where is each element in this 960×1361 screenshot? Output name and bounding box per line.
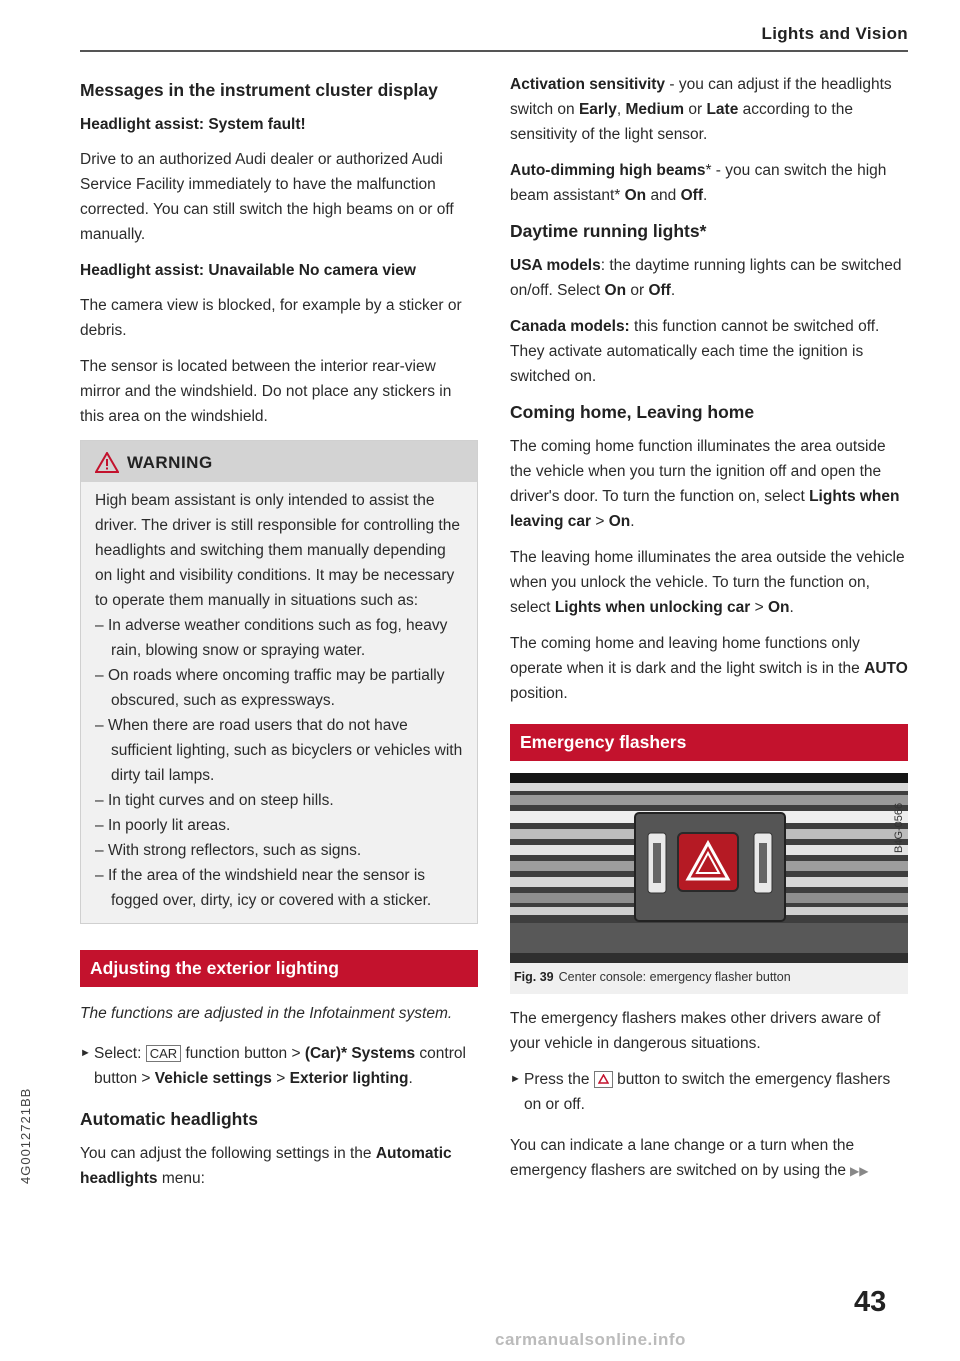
- paragraph-auto-position: The coming home and leaving home functions only operate when it is dark and the light switch is in the AUTO position.: [510, 635, 908, 702]
- warning-intro: High beam assistant is only intended to assist the driver. The driver is still responsible for controlling the headlights and switching them manually depending on light and visibility conditions. It may be necessary to operate them manually in situations such as:: [95, 492, 460, 609]
- warning-list-item: – In tight curves and on steep hills.: [95, 788, 463, 813]
- step-arrow-icon: ►: [510, 1073, 521, 1085]
- heading-daytime-running-lights: Daytime running lights*: [510, 221, 707, 241]
- paragraph-sensor-location: The sensor is located between the interior rear-view mirror and the windshield. Do not place any stickers in this area on the windshield.: [80, 358, 452, 425]
- paragraph-system-fault: Drive to an authorized Audi dealer or authorized Audi Service Facility immediately to have the malfunction corrected. You can still switch the high beams on or off manually.: [80, 151, 454, 243]
- warning-body: [81, 482, 477, 923]
- section-header-title: Lights and Vision: [761, 24, 908, 43]
- step-select-exterior-lighting: [80, 1041, 478, 1091]
- warning-list-item: – On roads where oncoming traffic may be partially obscured, such as expressways.: [95, 663, 463, 713]
- step-text: Select:: [94, 1045, 142, 1062]
- step-text: control button >: [94, 1045, 466, 1087]
- warning-title: WARNING: [127, 453, 213, 472]
- warning-box: [80, 440, 478, 924]
- paragraph-auto-dimming: Auto-dimming high beams* - you can switch the high beam assistant* On and Off.: [510, 162, 887, 204]
- paragraph-activation-sensitivity: Activation sensitivity - you can adjust if the headlights switch on Early, Medium or Late according to the sensitivity of the light sensor.: [510, 76, 892, 143]
- side-document-code: 4G0012721BB: [18, 1087, 33, 1184]
- paragraph-camera-blocked: The camera view is blocked, for example by a sticker or debris.: [80, 297, 462, 339]
- step-arrow-icon: ►: [80, 1047, 91, 1059]
- warning-list: [95, 613, 463, 913]
- menu-vehicle-settings: Vehicle settings: [154, 1070, 272, 1087]
- paragraph-leaving-home: The leaving home illuminates the area outside the vehicle when you unlock the vehicle. To turn the function on, select Lights when unlocking car > On.: [510, 549, 905, 616]
- car-key-label: CAR: [146, 1045, 181, 1062]
- hazard-button-icon: [594, 1071, 613, 1088]
- step-separator: >: [276, 1070, 286, 1087]
- section-bar-emergency-flashers: Emergency flashers: [510, 724, 908, 761]
- center-console-illustration: [510, 773, 908, 963]
- menu-car-systems: (Car)* Systems: [304, 1045, 416, 1062]
- subheading-system-fault: Headlight assist: System fault!: [80, 116, 306, 133]
- step-press-emergency-button: [510, 1067, 908, 1117]
- menu-exterior-lighting: Exterior lighting: [289, 1070, 409, 1087]
- section-bar-adjusting-lighting: Adjusting the exterior lighting: [80, 950, 478, 987]
- warning-triangle-icon: [95, 452, 119, 473]
- heading-messages: Messages in the instrument cluster display: [80, 80, 438, 100]
- warning-list-item: – In poorly lit areas.: [95, 813, 463, 838]
- paragraph-usa-models: USA models: the daytime running lights can be switched on/off. Select On or Off.: [510, 257, 902, 299]
- heading-coming-leaving-home: Coming home, Leaving home: [510, 402, 755, 422]
- warning-list-item: – If the area of the windshield near the sensor is fogged over, dirty, icy or covered with a sticker.: [95, 863, 463, 913]
- right-column: [510, 72, 908, 1195]
- continue-arrow-icon: ▶▶: [850, 1164, 869, 1178]
- warning-list-item: – In adverse weather conditions such as fog, heavy rain, blowing snow or spraying water.: [95, 613, 463, 663]
- step-text: function button >: [185, 1045, 301, 1062]
- warning-list-item: – When there are road users that do not have sufficient lighting, such as bicyclers or vehicles with dirty tail lamps.: [95, 713, 463, 788]
- paragraph-coming-home: The coming home function illuminates the area outside the vehicle when you turn the ignition off and open the driver's door. To turn the function on, select Lights when leaving car > On.: [510, 438, 900, 530]
- left-column: [80, 72, 478, 1202]
- adjust-subtitle: The functions are adjusted in the Infotainment system.: [80, 1005, 453, 1022]
- step-text: button to switch the emergency flashers on or off.: [524, 1071, 891, 1113]
- paragraph-lane-change: You can indicate a lane change or a turn when the emergency flashers are switched on by using the ▶▶: [510, 1137, 869, 1179]
- paragraph-auto-settings: You can adjust the following settings in the Automatic headlights menu:: [80, 1145, 452, 1187]
- step-text: Press the: [524, 1071, 590, 1088]
- warning-list-item: – With strong reflectors, such as signs.: [95, 838, 463, 863]
- paragraph-emergency-purpose: The emergency flashers makes other drivers aware of your vehicle in dangerous situations.: [510, 1010, 881, 1052]
- figure-emergency-flasher: [510, 773, 908, 994]
- heading-automatic-headlights: Automatic headlights: [80, 1109, 258, 1129]
- figure-code-label: B4G-0566: [893, 802, 905, 853]
- subheading-no-camera-view: Headlight assist: Unavailable No camera view: [80, 262, 416, 279]
- footer-watermark: carmanualsonline.info: [495, 1330, 686, 1349]
- paragraph-canada-models: Canada models: this function cannot be switched off. They activate automatically each time the ignition is switched on.: [510, 318, 880, 385]
- step-text: .: [408, 1070, 413, 1087]
- header-rule: [80, 50, 908, 52]
- warning-header: [81, 441, 477, 482]
- page-number: 43: [854, 1286, 887, 1318]
- figure-caption: Fig. 39 Center console: emergency flasher button: [514, 970, 791, 984]
